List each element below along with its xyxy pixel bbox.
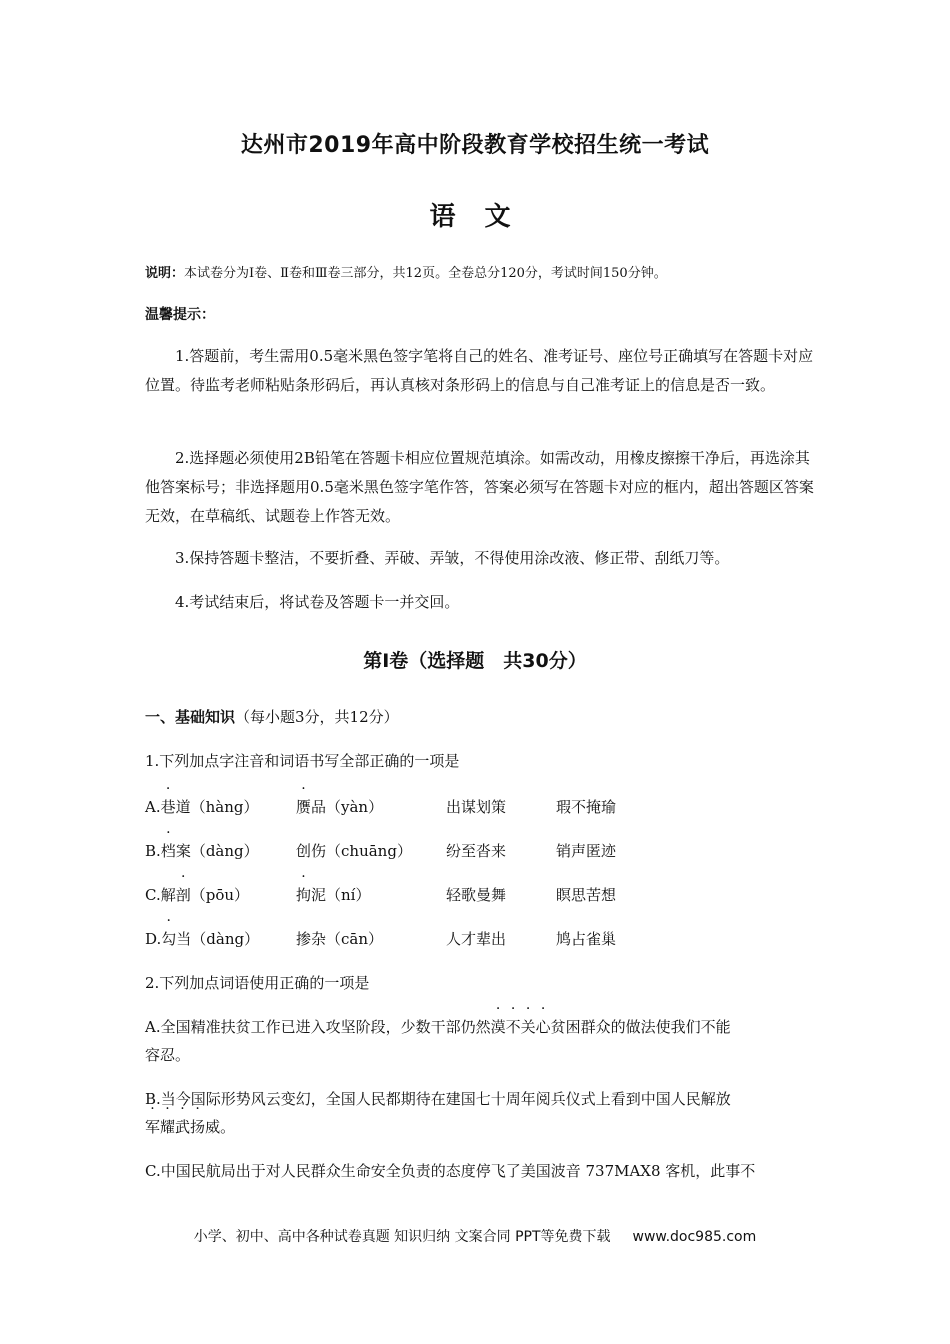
q1-stem: 1.下列加点字注音和词语书写全部正确的一项是 (145, 752, 460, 770)
q2-option-b-line2: 军耀武扬威。 (145, 1118, 236, 1136)
exam-title: 达州市2019年高中阶段教育学校招生统一考试 (240, 133, 710, 158)
emphasis-char: 漠 (490, 1018, 506, 1036)
emphasis-char: 军 (145, 1118, 161, 1136)
emphasis-char: 武 (175, 1118, 191, 1136)
part1-label: 一、基础知识 (145, 708, 236, 726)
option-a-word1: A.巷道（hàng） (145, 798, 259, 816)
emphasis-char: 不 (505, 1018, 521, 1036)
page-footer (0, 1226, 950, 1246)
tip-2: 2.选择题必须使用2B铅笔在答题卡相应位置规范填涂。如需改动，用橡皮擦擦干净后，再选涂其他答案标号；非选择题用0.5毫米黑色签字笔作答，答案必须写在答题卡对应的框内，超出答题区答案无效，在草稿纸、试题卷上作答无效。 (145, 449, 814, 525)
emphasis-phrase (145, 1118, 205, 1136)
emphasis-char: 勾 (161, 930, 177, 948)
option-c-word4: 瞑思苦想 (556, 886, 617, 904)
option-d-word2: 掺杂（cān） (296, 930, 384, 948)
tip-3: 3.保持答题卡整洁，不要折叠、弄破、弄皱，不得使用涂改液、修正带、刮纸刀等。 (175, 549, 730, 567)
emphasis-char: 巷 (160, 798, 176, 816)
emphasis-char: 拘 (296, 886, 312, 904)
option-b-word4: 销声匿迹 (556, 842, 617, 860)
q2-option-a-line2: 容忍。 (145, 1046, 191, 1064)
option-d-word1: D.勾当（dàng） (145, 930, 260, 948)
emphasis-char: 扬 (190, 1118, 206, 1136)
emphasis-char: 心 (535, 1018, 551, 1036)
emphasis-char: 赝 (296, 798, 312, 816)
option-c-word3: 轻歌曼舞 (446, 886, 507, 904)
emphasis-char: 剖 (175, 886, 191, 904)
section-title: 第Ⅰ卷（选择题 共30分） (363, 650, 587, 672)
part1-detail: （每小题3分，共12分） (235, 708, 399, 726)
option-a-word3: 出谋划策 (446, 798, 507, 816)
q2-option-c-line1: C.中国民航局出于对人民群众生命安全负责的态度停飞了美国波音 737MAX8 客机，此事不 (145, 1162, 756, 1180)
option-c-word2: 拘泥（ní） (296, 886, 371, 904)
option-d-word3: 人才辈出 (446, 930, 507, 948)
q2-stem: 2.下列加点词语使用正确的一项是 (145, 974, 370, 992)
footer-link[interactable]: www.doc985.com (632, 1229, 757, 1245)
q2-option-b-line1: B.当今国际形势风云变幻，全国人民都期待在建国七十周年阅兵仪式上看到中国人民解放 (145, 1090, 731, 1108)
q2-option-a-line1: A.全国精准扶贫工作已进入攻坚阶段，少数干部仍然漠不关心贫困群众的做法使我们不能 (145, 1018, 731, 1036)
option-b-word2: 创伤（chuāng） (296, 842, 412, 860)
tip-1: 1.答题前，考生需用0.5毫米黑色签字笔将自己的姓名、准考证号、座位号正确填写在答题卡对应位置。待监考老师粘贴条形码后，再认真核对条形码上的信息与自己准考证上的信息是否一致。 (145, 347, 814, 394)
tip-4: 4.考试结束后，将试卷及答题卡一并交回。 (175, 593, 460, 611)
option-d-word4: 鸠占雀巢 (556, 930, 617, 948)
option-c-word1: C.解剖（pōu） (145, 886, 250, 904)
tips-heading: 温馨提示： (145, 307, 215, 323)
part1-heading (145, 706, 399, 727)
note-label: 说明： (145, 266, 185, 281)
option-b-word1: B.档案（dàng） (145, 842, 259, 860)
subject-title: 语 文 (429, 202, 521, 232)
option-b-word3: 纷至沓来 (446, 842, 507, 860)
emphasis-char: 档 (160, 842, 176, 860)
emphasis-char: 耀 (160, 1118, 176, 1136)
footer-text: 小学、初中、高中各种试卷真题 知识归纳 文案合同 PPT等免费下载 (193, 1229, 611, 1245)
note-text: 本试卷分为Ⅰ卷、Ⅱ卷和Ⅲ卷三部分，共12页。全卷总分120分，考试时间150分钟。 (184, 266, 667, 281)
option-a-word4: 瑕不掩瑜 (556, 798, 617, 816)
emphasis-phrase (491, 1018, 551, 1036)
option-a-word2: 赝品（yàn） (296, 798, 384, 816)
exam-note (145, 262, 667, 281)
emphasis-char: 关 (520, 1018, 536, 1036)
